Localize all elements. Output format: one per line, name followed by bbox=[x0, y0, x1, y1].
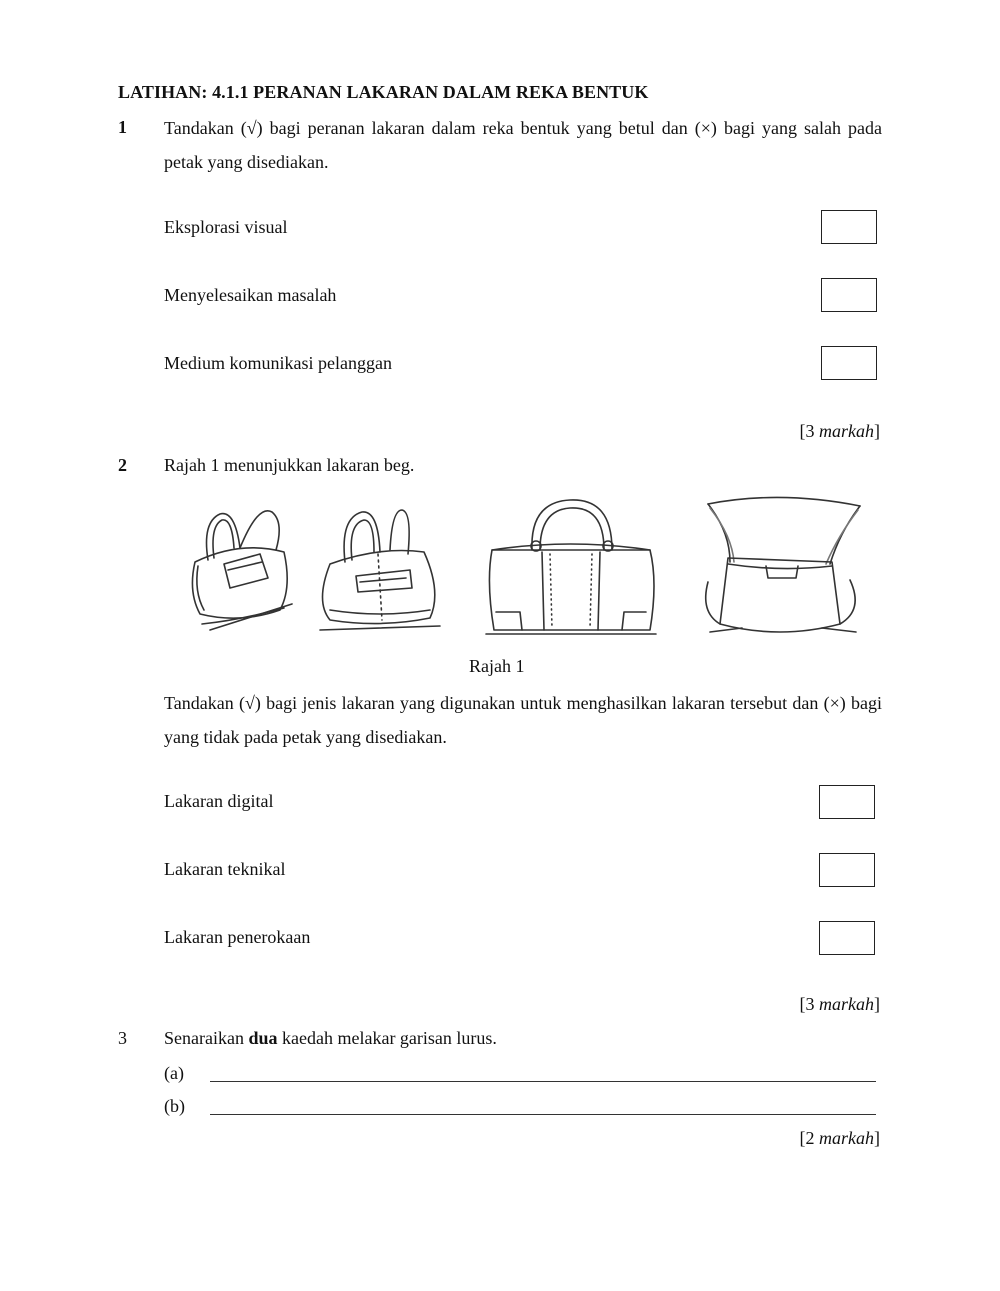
question-1-number: 1 bbox=[118, 117, 127, 137]
q1-item-label: Menyelesaikan masalah bbox=[164, 285, 337, 305]
q1-answer-box[interactable] bbox=[821, 278, 877, 312]
bag-sketch-4 bbox=[706, 497, 860, 632]
question-3-number: 3 bbox=[118, 1028, 127, 1048]
answer-label-b: (b) bbox=[164, 1096, 185, 1116]
question-3-text: Senaraikan dua kaedah melakar garisan lurus. bbox=[164, 1028, 497, 1048]
question-1-marks: [3 markah] bbox=[799, 421, 880, 441]
question-1-instruction: Tandakan (√) bagi peranan lakaran dalam reka bentuk yang betul dan (×) bagi yang salah pada petak yang disediakan. bbox=[164, 118, 882, 172]
question-2-marks: [3 markah] bbox=[799, 994, 880, 1014]
bag-sketches-figure bbox=[180, 492, 880, 647]
question-2-number: 2 bbox=[118, 455, 127, 475]
q1-answer-box[interactable] bbox=[821, 210, 877, 244]
question-2-intro: Rajah 1 menunjukkan lakaran beg. bbox=[164, 455, 415, 475]
answer-line-b[interactable] bbox=[210, 1114, 876, 1115]
q2-item-label: Lakaran digital bbox=[164, 791, 274, 811]
bag-sketch-3 bbox=[486, 500, 656, 634]
answer-label-a: (a) bbox=[164, 1063, 184, 1083]
q1-item-label: Eksplorasi visual bbox=[164, 217, 288, 237]
q2-item-label: Lakaran teknikal bbox=[164, 859, 286, 879]
q2-item-label: Lakaran penerokaan bbox=[164, 927, 311, 947]
bag-sketch-2 bbox=[320, 510, 440, 630]
page-title: LATIHAN: 4.1.1 PERANAN LAKARAN DALAM REKA BENTUK bbox=[118, 82, 649, 102]
answer-line-a[interactable] bbox=[210, 1081, 876, 1082]
q2-answer-box[interactable] bbox=[819, 785, 875, 819]
q2-answer-box[interactable] bbox=[819, 921, 875, 955]
q2-answer-box[interactable] bbox=[819, 853, 875, 887]
question-3-marks: [2 markah] bbox=[799, 1128, 880, 1148]
question-2-instruction: Tandakan (√) bagi jenis lakaran yang digunakan untuk menghasilkan lakaran tersebut dan (×) bagi yang tidak pada petak yang disediakan. bbox=[164, 693, 882, 747]
figure-caption: Rajah 1 bbox=[469, 656, 525, 676]
q1-answer-box[interactable] bbox=[821, 346, 877, 380]
bag-sketch-1 bbox=[192, 511, 292, 630]
q1-item-label: Medium komunikasi pelanggan bbox=[164, 353, 392, 373]
